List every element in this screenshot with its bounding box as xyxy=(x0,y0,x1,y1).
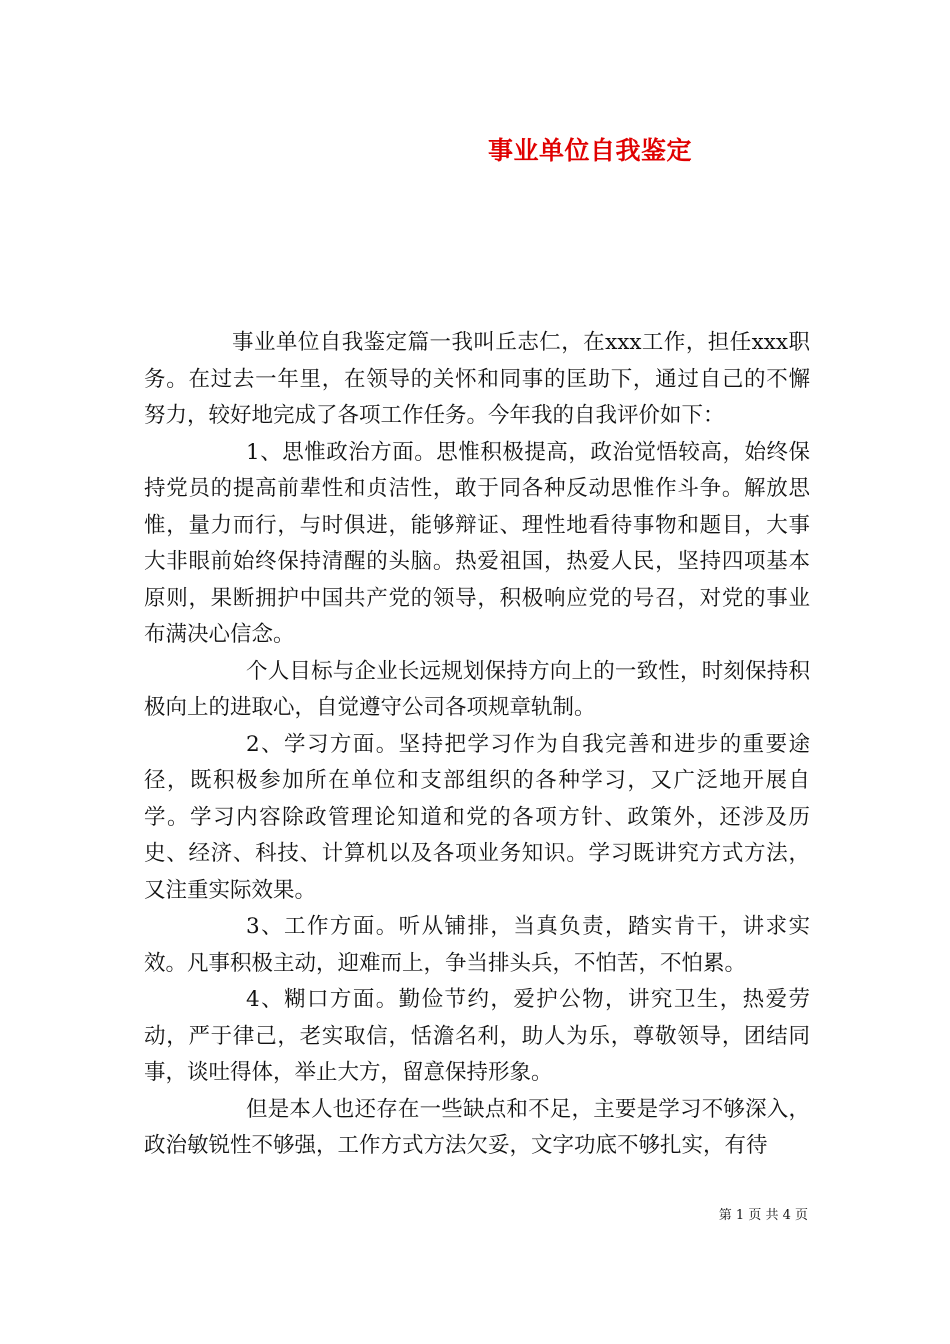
paragraph-work: 3、工作方面。听从铺排，当真负责，踏实肯干，讲求实效。凡事积极主动，迎难而上，争当排头兵，不怕苦，不怕累。 xyxy=(144,914,810,976)
document-body xyxy=(144,325,810,1165)
paragraph-study: 2、学习方面。坚持把学习作为自我完善和进步的重要途径，既积极参加所在单位和支部组织的各种学习，又广泛地开展自学。学习内容除政管理论知道和党的各项方针、政策外，还涉及历史、经济、科技、计算机以及各项业务知识。学习既讲究方式方法，又注重实际效果。 xyxy=(144,731,810,903)
paragraph-political: 1、思惟政治方面。思惟积极提高，政治觉悟较高，始终保持党员的提高前辈性和贞洁性，敢于同各种反动思惟作斗争。解放思惟，量力而行，与时俱进，能够辩证、理性地看待事物和题目，大事大非眼前始终保持清醒的头脑。热爱祖国，热爱人民，坚持四项基本原则，果断拥护中国共产党的领导，积极响应党的号召，对党的事业布满决心信念。 xyxy=(144,439,810,647)
document-title: 事业单位自我鉴定 xyxy=(487,136,692,165)
paragraph-shortcomings: 但是本人也还存在一些缺点和不足，主要是学习不够深入，政治敏锐性不够强，工作方式方法欠妥，文字功底不够扎实，有待 xyxy=(144,1096,810,1158)
paragraph-intro: 事业单位自我鉴定篇一我叫丘志仁，在xxx工作，担任xxx职务。在过去一年里，在领导的关怀和同事的匡助下，通过自己的不懈努力，较好地完成了各项工作任务。今年我的自我评价如下： xyxy=(144,330,810,428)
page-number: 第 1 页 共 4 页 xyxy=(718,1208,808,1223)
paragraph-life: 4、糊口方面。勤俭节约，爱护公物，讲究卫生，热爱劳动，严于律己，老实取信，恬澹名利，助人为乐，尊敬领导，团结同事，谈吐得体，举止大方，留意保持形象。 xyxy=(144,987,810,1085)
paragraph-goals: 个人目标与企业长远规划保持方向上的一致性，时刻保持积极向上的进取心，自觉遵守公司各项规章轨制。 xyxy=(144,658,810,720)
